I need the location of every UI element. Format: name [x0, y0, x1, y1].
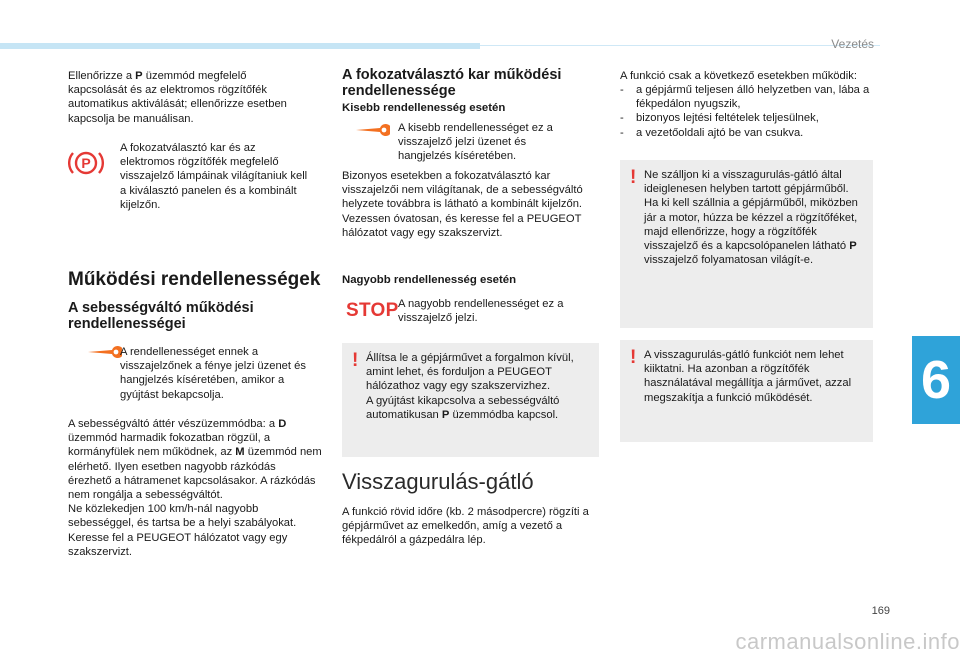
warning-exclamation-icon: ! [630, 347, 637, 368]
header-accent-bar [0, 43, 480, 49]
warning-exclamation-icon: ! [352, 350, 359, 371]
hill-start-warning-text: Ne szálljon ki a visszagurulás-gátló által ideiglenesen helyben tartott gépjárműből. Ha ki kell szállnia a gépjárműből, miközben jár a motor, húzza be kézzel a rögzítőféket, majd ellenőrizze, hogy a rögzítőfék visszajelző és a kapcsolópanelen látható P visszajelző folyamatosan világít-e. [644, 169, 858, 267]
minor-malfunction-body: Bizonyos esetekben a fokozatválasztó kar visszajelzői nem világítanak, de a sebességváltó helyzete továbbra is látható a kombinált kijelzőn. Vezessen óvatosan, és keresse fel a PEUGEOT hálózatot vagy egy szakszervizt. [342, 170, 583, 239]
minor-icon-text: A kisebb rendellenességet ez a visszajelző jelzi üzenet és hangjelzés kíséretében. [398, 122, 553, 163]
stop-warning-text: Állítsa le a gépjárművet a forgalmon kívül, amint lehet, és forduljon a PEUGEOT hálózathoz vagy egy szakszervizhez. A gyújtást kikapcsolva a sebességváltó automatikusan P üzemmódba kapcsol. [366, 352, 574, 421]
stop-warning-icon: STOP [346, 300, 399, 321]
conditions-list [620, 83, 870, 140]
hill-start-deactivation-box [620, 340, 873, 442]
page-number: 169 [871, 605, 890, 617]
intro-paragraph: Ellenőrizze a P üzemmód megfelelő kapcsolását és az elektromos rögzítőfék automatikus aktiválását; ellenőrizze esetben kapcsolja be manuálisan. [68, 70, 287, 125]
section-title-malfunctions: Működési rendellenességek [68, 269, 321, 290]
stop-warning-box [342, 343, 599, 457]
gearbox-malfunction-body: A sebességváltó áttér vészüzemmódba: a D üzemmód harmadik fokozatban rögzül, a kormányfülek nem működnek, az M üzemmód nem elérhető. Ilyen esetben nagyobb rázkódás érezhető a hátramenet kapcsolásakor. A rázkódás nem rongálja a sebességváltót. Ne közlekedjen 100 km/h-nál nagyobb sebességgel, és tartsa be a helyi szabályokat. Keresse fel a PEUGEOT hálózatot vagy egy szakszervizt. [68, 418, 322, 558]
chapter-title: Vezetés [831, 37, 874, 51]
warning-exclamation-icon: ! [630, 167, 637, 188]
conditions-intro: A funkció csak a következő esetekben működik: [620, 70, 857, 82]
hill-start-warning-box [620, 160, 873, 328]
wrench-icon [86, 344, 122, 360]
wrench-icon [354, 122, 390, 138]
watermark: carmanualsonline.info [735, 628, 960, 654]
park-icon-text: A fokozatválasztó kar és az elektromos rögzítőfék megfelelő visszajelző lámpáinak világítaniuk kell a kiválasztó panelen és a kombinált kijelzőn. [120, 142, 308, 211]
hill-start-body: A funkció rövid időre (kb. 2 másodpercre) rögzíti a gépjárművet az emelkedőn, amíg a vezető a fékpedálról a gázpedálra lép. [342, 506, 589, 547]
major-icon-text: A nagyobb rendellenességet ez a visszajelző jelzi. [398, 298, 564, 325]
major-malfunction-title: Nagyobb rendellenesség esetén [342, 274, 517, 286]
list-item: - a gépjármű teljesen álló helyzetben van, lába a fékpedálon nyugszik, [620, 83, 870, 111]
list-item: - a vezetőoldali ajtó be van csukva. [620, 126, 870, 140]
svg-text:P: P [81, 155, 91, 171]
wrench-icon-text: A rendellenességet ennek a visszajelzőnek a fénye jelzi üzenet és hangjelzés kíséretében, amikor a gyújtást bekapcsolja. [120, 346, 306, 401]
list-item: - bizonyos lejtési feltételek teljesülnek, [620, 111, 870, 125]
gearbox-malfunction-title: A sebességváltó működési rendellenességei [68, 300, 254, 332]
chapter-tab: 6 [912, 336, 960, 424]
hill-start-deactivation-text: A visszagurulás-gátló funkciót nem lehet kiiktatni. Ha azonban a rögzítőfék használatával megállítja a járművet, azzal megszakítja a funkció működését. [644, 349, 852, 404]
header-rule [480, 45, 880, 46]
hill-start-title: Visszagurulás-gátló [342, 469, 534, 494]
minor-malfunction-title: Kisebb rendellenesség esetén [342, 102, 506, 114]
parking-brake-warning-icon [68, 148, 104, 178]
selector-malfunction-title: A fokozatválasztó kar működési rendellenessége [342, 67, 562, 99]
